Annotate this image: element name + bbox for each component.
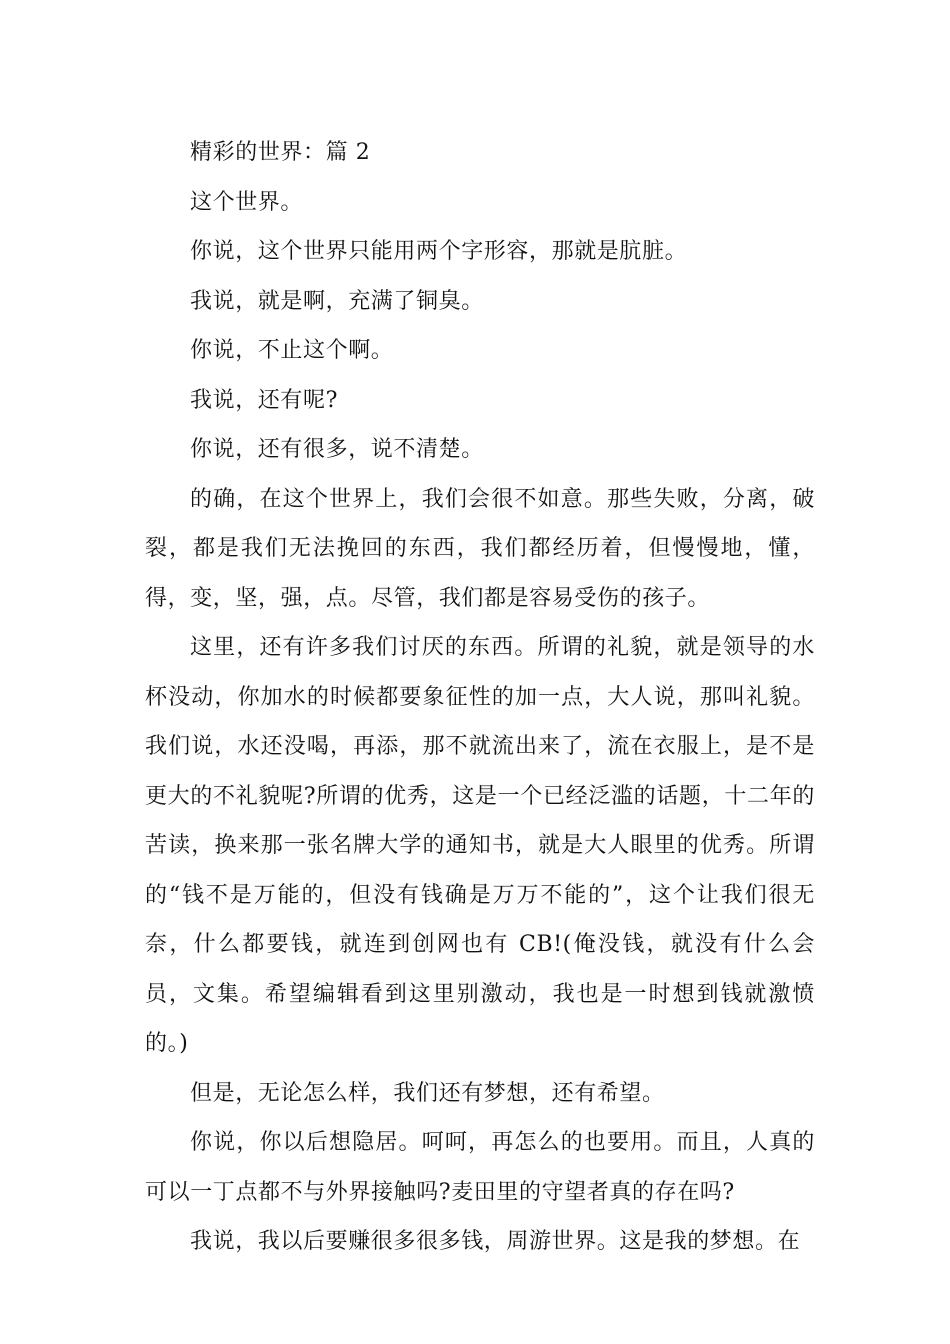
- paragraph: 你说，这个世界只能用两个字形容，那就是肮脏。: [190, 239, 688, 264]
- paragraph: 但是，无论怎么样，我们还有梦想，还有希望。: [190, 1080, 665, 1106]
- paragraph: 你说，不止这个啊。: [190, 338, 394, 363]
- paragraph: 你说，你以后想隐居。呵呵，再怎么的也要用。而且，人真的可以一丁点都不与外界接触吗?麦田里的守望者真的存在吗?: [145, 1130, 815, 1205]
- document-title: 精彩的世界：篇 2: [190, 140, 371, 165]
- document-body: [145, 128, 815, 1267]
- paragraph: 我说，就是啊，充满了铜臭。: [190, 288, 484, 314]
- paragraph: 我说，我以后要赚很多很多钱，周游世界。这是我的梦想。在: [190, 1229, 801, 1254]
- paragraph: 这里，还有许多我们讨厌的东西。所谓的礼貌，就是领导的水杯没动，你加水的时候都要象征性的加一点，大人说，那叫礼貌。我们说，水还没喝，再添，那不就流出来了，流在衣服上，是不是更大的不礼貌呢?所谓的优秀，这是一个已经泛滥的话题，十二年的苦读，换来那一张名牌大学的通知书，就是大人眼里的优秀。所谓的“钱不是万能的，但没有钱确是万万不能的”，这个让我们很无奈，什么都要钱，就连到创网也有 CB!(俺没钱，就没有什么会员，文集。希望编辑看到这里别激动，我也是一时想到钱就激愤的。): [145, 635, 815, 1056]
- paragraph: 我说，还有呢?: [190, 387, 338, 413]
- paragraph: 这个世界。: [190, 189, 304, 215]
- paragraph: 你说，还有很多，说不清楚。: [190, 437, 484, 462]
- paragraph: 的确，在这个世界上，我们会很不如意。那些失败，分离，破裂，都是我们无法挽回的东西，我们都经历着，但慢慢地，懂，得，变，坚，强，点。尽管，我们都是容易受伤的孩子。: [145, 486, 815, 611]
